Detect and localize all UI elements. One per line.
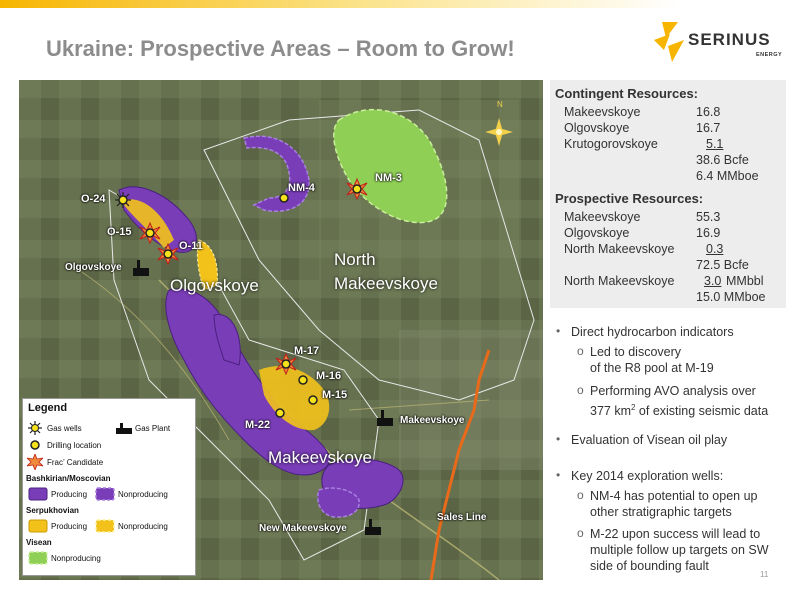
well-label-m15: M-15 [322, 389, 348, 401]
bullet-key-wells: Key 2014 exploration wells: [571, 469, 724, 483]
gas-well-icon [28, 421, 42, 435]
prospective-value-north-makeevskoye: 0.3 [706, 242, 724, 256]
plant-label-makeevskoye: Makeevskoye [400, 415, 465, 426]
bullet-dot: • [556, 468, 561, 482]
prospective-total-bcfe: 72.5 Bcfe [696, 258, 749, 272]
well-label-o11: O-11 [179, 240, 203, 252]
serinus-logo [652, 20, 782, 68]
well-label-m22: M-22 [245, 419, 271, 431]
bullet-m22-c: side of bounding fault [590, 559, 709, 573]
bullet-dot: • [556, 432, 561, 446]
legend-gas-wells: Gas wells [47, 424, 82, 433]
bullet-dhi: Direct hydrocarbon indicators [571, 325, 734, 339]
well-label-nm3: NM-3 [375, 172, 402, 184]
well-label-m16: M-16 [316, 370, 342, 382]
bashkirian-producing-swatch [28, 487, 48, 501]
bullet-dhi-sub2b [590, 400, 768, 419]
legend-group-serpukhovian: Serpukhovian [26, 506, 79, 515]
visean-nonproducing-swatch [28, 551, 48, 565]
prospective-name-olgovskoye: Olgovskoye [564, 226, 630, 240]
top-accent-bar [0, 0, 800, 8]
bullet-dhi-sub2a: Performing AVO analysis over [590, 384, 756, 398]
prospective-name-north-makeevskoye: North Makeevskoye [564, 242, 675, 256]
legend-serpukhovian-nonproducing: Nonproducing [118, 522, 168, 531]
prospective-name-makeevskoye: Makeevskoye [564, 210, 641, 224]
map-legend [22, 398, 196, 576]
seismic-area-superscript: 2 [631, 403, 636, 412]
gas-plant-icon [115, 421, 133, 435]
bullet-dhi-sub1a: Led to discovery [590, 345, 682, 359]
sub-bullet-dot: o [577, 383, 584, 397]
plant-label-new-makeevskoye: New Makeevskoye [259, 523, 347, 534]
serinus-logo-mark [652, 20, 686, 64]
sub-bullet-dot: o [577, 344, 584, 358]
well-label-nm4: NM-4 [288, 182, 315, 194]
plant-label-olgovskoye: Olgovskoye [65, 262, 122, 273]
prospective-total-mmboe: 15.0 MMboe [696, 290, 766, 304]
prospective-value-olgovskoye: 16.9 [696, 226, 721, 240]
page-number: 11 [760, 570, 769, 579]
legend-group-visean: Visean [26, 538, 52, 547]
legend-frac-candidate: Frac’ Candidate [47, 458, 104, 467]
bashkirian-nonproducing-swatch [95, 487, 115, 501]
prospective-oil-unit: MMbbl [726, 274, 764, 288]
contingent-total-bcfe: 38.6 Bcfe [696, 153, 749, 167]
prospective-oil-name: North Makeevskoye [564, 274, 675, 288]
drilling-location-icon [29, 439, 41, 451]
well-label-o24: O-24 [81, 193, 106, 205]
logo-subtitle: ENERGY [756, 52, 783, 58]
contingent-name-krutogorovskoye: Krutogorovskoye [564, 137, 658, 151]
region-label-north: North [334, 250, 376, 269]
sub-bullet-dot: o [577, 526, 584, 540]
bullet-m22-a: M-22 upon success will lead to [590, 527, 761, 541]
contingent-name-makeevskoye: Makeevskoye [564, 105, 641, 119]
legend-gas-plant: Gas Plant [135, 424, 171, 433]
legend-serpukhovian-producing: Producing [51, 522, 88, 531]
prospective-oil-value: 3.0 [704, 274, 722, 288]
serpukhovian-producing-swatch [28, 519, 48, 533]
legend-visean-nonproducing: Nonproducing [51, 554, 101, 563]
page-title: Ukraine: Prospective Areas – Room to Grow! [46, 36, 515, 61]
contingent-value-makeevskoye: 16.8 [696, 105, 721, 119]
legend-group-bashkirian: Bashkirian/Moscovian [26, 474, 111, 483]
legend-title: Legend [28, 402, 68, 414]
frac-candidate-icon [27, 454, 43, 470]
sub-bullet-dot: o [577, 488, 584, 502]
sales-line-label: Sales Line [437, 512, 487, 523]
contingent-total-mmboe: 6.4 MMboe [696, 169, 759, 183]
contingent-value-olgovskoye: 16.7 [696, 121, 721, 135]
contingent-name-olgovskoye: Olgovskoye [564, 121, 630, 135]
bullet-dot: • [556, 324, 561, 338]
well-label-o15: O-15 [107, 226, 132, 238]
prospective-heading: Prospective Resources: [555, 191, 704, 206]
contingent-value-krutogorovskoye: 5.1 [706, 137, 724, 151]
seismic-area-text: of existing seismic data [635, 404, 769, 419]
bullet-dhi-sub1b: of the R8 pool at M-19 [590, 361, 714, 375]
legend-bashkirian-producing: Producing [51, 490, 88, 499]
region-label-makeevskoye: Makeevskoye [268, 448, 372, 467]
well-label-m17: M-17 [294, 345, 320, 357]
region-label-olgovskoye: Olgovskoye [170, 276, 259, 295]
bullet-m22-b: multiple follow up targets on SW [590, 543, 769, 557]
region-label-north-makeevskoye: Makeevskoye [334, 274, 438, 293]
compass-north-label: N [497, 100, 503, 109]
bullet-nm4-a: NM-4 has potential to open up [590, 489, 758, 503]
resources-panel [550, 80, 786, 308]
logo-name: SERINUS [688, 30, 771, 49]
bullet-nm4-b: other stratigraphic targets [590, 505, 732, 519]
legend-bashkirian-nonproducing: Nonproducing [118, 490, 168, 499]
serpukhovian-nonproducing-swatch [95, 519, 115, 533]
bullet-visean: Evaluation of Visean oil play [571, 433, 728, 447]
legend-drilling-location: Drilling location [47, 441, 102, 450]
contingent-heading: Contingent Resources: [555, 86, 699, 101]
seismic-area-value: 377 km [590, 404, 631, 419]
prospect-map [19, 80, 543, 580]
prospective-value-makeevskoye: 55.3 [696, 210, 721, 224]
